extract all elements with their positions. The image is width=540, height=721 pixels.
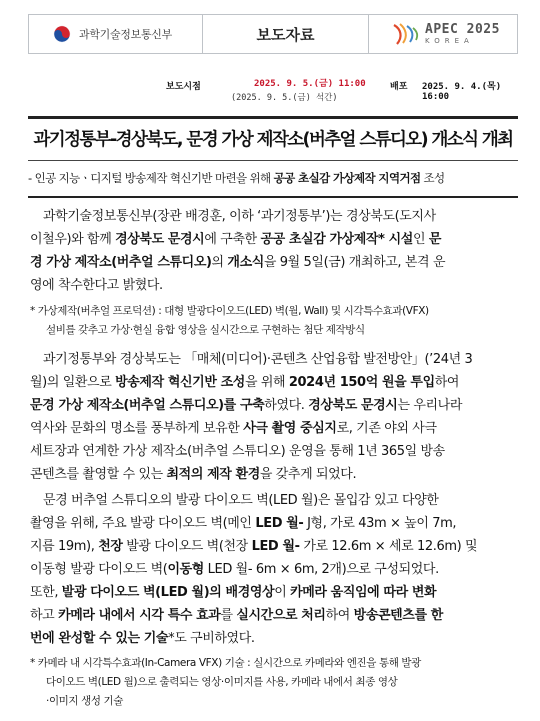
text-bold: LED 월-	[251, 539, 300, 554]
text-bold: 사극 촬영 중심지	[243, 421, 337, 436]
text-run: 의	[211, 255, 228, 270]
subtitle-text: - 인공 지능ㆍ디지털 방송제작 혁신기반 마련을 위해	[28, 171, 274, 185]
text-bold: 문경 가상 제작소(버추얼 스튜디오)를 구축	[30, 398, 265, 413]
text-bold: 2024년 150억 원을 투입	[288, 375, 435, 390]
text-run: 가로 12.6m × 세로 12.6m) 및	[299, 539, 478, 554]
text-bold: 공공 초실감 가상제작* 시설	[260, 232, 413, 247]
footnote-line: ·이미지 생성 기술	[46, 695, 124, 707]
text-run: 는 우리나라	[397, 398, 462, 413]
paragraph-line: 과학기술정보통신부(장관 배경훈, 이하 ‘과기정통부’)는 경상북도(도지사	[43, 209, 436, 224]
text-run: 이철우)와 함께	[30, 232, 116, 247]
text-run: 발광 다이오드 벽(천장	[122, 539, 252, 554]
footnote-2	[30, 654, 516, 711]
paragraph-1	[30, 205, 516, 297]
apec-wordmark	[425, 23, 500, 45]
text-bold: 문	[428, 232, 442, 247]
text-run: 을 위해	[244, 375, 289, 390]
text-bold: 경 가상 제작소(버추얼 스튜디오)	[30, 255, 212, 270]
paragraph-3	[30, 489, 516, 650]
text-run: 하여	[434, 375, 460, 390]
text-run: 하고	[30, 608, 59, 623]
text-bold: 최적의 제작 환경	[166, 467, 260, 482]
taegeuk-emblem-icon	[53, 25, 71, 43]
footnote-1	[30, 302, 516, 340]
footnote-line: * 카메라 내 시각특수효과(In-Camera VFX) 기술 : 실시간으로 카메라와 엔진을 통해 발광	[30, 657, 421, 669]
text-run: 콘텐츠를 촬영할 수 있는	[30, 467, 167, 482]
text-run: 이	[274, 585, 291, 600]
text-run: *도 구비하였다.	[168, 631, 255, 646]
footnote-line: 다이오드 벽(LED 월)으로 출력되는 영상·이미지를 사용, 카메라 내에서 최종 영상	[46, 676, 398, 688]
press-release-header	[28, 14, 518, 54]
paragraph-line: 과기정통부와 경상북도는 「매체(미디어)·콘텐츠 산업융합 발전방안」(’24년 3	[43, 352, 473, 367]
text-run: 하였다.	[264, 398, 309, 413]
paragraph-line	[30, 627, 516, 650]
paragraph-line	[30, 463, 516, 486]
text-bold: 방송제작 혁신기반 조성	[115, 375, 245, 390]
title-bottom-rule	[28, 196, 518, 198]
embargo-info	[28, 76, 518, 106]
text-bold: 경상북도 문경시	[115, 232, 205, 247]
text-run: 를	[220, 608, 237, 623]
text-bold: LED 월-	[255, 516, 304, 531]
text-run: 이동형 발광 다이오드 벽(	[30, 562, 168, 577]
paragraph-line	[30, 394, 516, 417]
paragraph-2	[30, 348, 516, 486]
paragraph-line: 문경 버추얼 스튜디오의 발광 다이오드 벽(LED 월)은 몰입감 있고 다양한	[43, 493, 439, 508]
text-run: 촬영을 위해, 주요 발광 다이오드 벽(메인	[30, 516, 256, 531]
paragraph-line	[30, 581, 516, 604]
text-bold: 경상북도 문경시	[308, 398, 398, 413]
text-run: 월)의 일환으로	[30, 375, 116, 390]
text-bold: 개소식	[227, 255, 264, 270]
text-run: 또한,	[30, 585, 62, 600]
document-type: 보도자료	[203, 14, 368, 54]
embargo-label: 보도시점	[166, 82, 201, 92]
footnote-line: * 가상제작(버추얼 프로덕션) : 대형 발광다이오드(LED) 벽(월, Wall) 및 시각특수효과(VFX)	[30, 305, 429, 317]
title-divider	[28, 160, 518, 161]
paragraph-line	[30, 512, 516, 535]
paragraph-line	[30, 417, 516, 440]
release-date: 2025. 9. 4.(목) 16:00	[422, 82, 502, 102]
text-bold: 번에 완성할 수 있는 기술	[30, 631, 169, 646]
text-run: 지름 19m),	[30, 539, 99, 554]
paragraph-line	[30, 228, 516, 251]
apec-logo-icon	[391, 21, 421, 47]
text-bold: 카메라 내에서 시각 특수 효과	[58, 608, 221, 623]
text-run: 로, 기존 야외 사극	[336, 421, 437, 436]
ministry-logo-box	[28, 14, 203, 54]
ministry-name: 과학기술정보통신부	[79, 28, 172, 41]
text-bold: 천장	[98, 539, 123, 554]
subtitle-end: 조성	[420, 171, 445, 185]
paragraph-line	[30, 371, 516, 394]
apec-title: APEC 2025	[425, 22, 500, 37]
apec-subtitle: KOREA	[425, 37, 474, 45]
text-bold: 방송콘텐츠를 한	[353, 608, 443, 623]
embargo-date: 2025. 9. 5.(금) 11:00	[254, 79, 366, 89]
press-title: 과기정통부-경상북도, 문경 가상 제작소(버추얼 스튜디오) 개소식 개최	[33, 130, 513, 150]
paragraph-line	[30, 251, 516, 274]
text-bold: 이동형	[167, 562, 204, 577]
paragraph-line	[30, 604, 516, 627]
text-run: J형, 가로 43m × 높이 7m,	[303, 516, 457, 531]
subtitle-highlight: 공공 초실감 가상제작 지역거점	[273, 171, 421, 185]
text-run: 하여	[325, 608, 354, 623]
text-bold: 실시간으로 처리	[236, 608, 326, 623]
footnote-line: 설비를 갖추고 가상·현실 융합 영상을 실시간으로 구현하는 첨단 제작방식	[46, 324, 365, 336]
release-label: 배포	[390, 82, 408, 92]
paragraph-line	[30, 535, 516, 558]
embargo-date-sub: (2025. 9. 5.(금) 석간)	[231, 93, 338, 103]
text-bold: 발광 다이오드 벽(LED 월)의 배경영상	[61, 585, 275, 600]
text-run: 을 갖추게 되었다.	[259, 467, 357, 482]
title-top-rule	[28, 116, 518, 119]
text-run: 역사와 문화의 명소를 풍부하게 보유한	[30, 421, 244, 436]
text-run: 을 9월 5일(금) 개최하고, 본격 운	[263, 255, 446, 270]
text-run: LED 월- 6m × 6m, 2개)으로 구성되었다.	[203, 562, 439, 577]
paragraph-line	[30, 558, 516, 581]
paragraph-line: 세트장과 연계한 가상 제작소(버추얼 스튜디오) 운영을 통해 1년 365일 방송	[30, 444, 445, 459]
paragraph-line: 영에 착수한다고 밝혔다.	[30, 278, 163, 293]
text-run: 인	[412, 232, 429, 247]
apec-logo-box	[368, 14, 518, 54]
text-run: 에 구축한	[204, 232, 261, 247]
press-subtitle	[28, 170, 518, 186]
text-bold: 카메라 움직임에 따라 변화	[290, 585, 437, 600]
